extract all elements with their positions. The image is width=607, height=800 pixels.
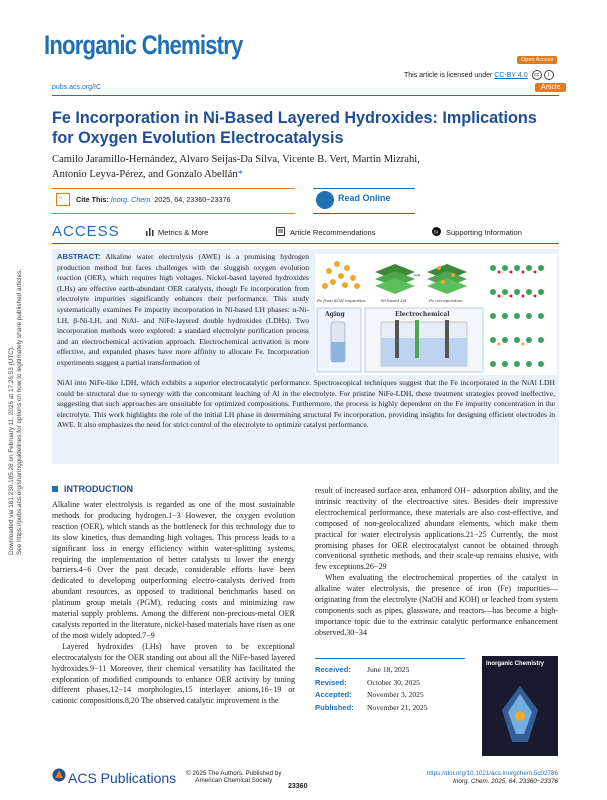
metrics-icon [145, 227, 154, 236]
article-title: Fe Incorporation in Ni-Based Layered Hydroxides: Implications for Oxygen Evolution Electrocatalysis [52, 109, 537, 147]
cover-title: Inorganic Chemistry [486, 661, 545, 667]
article-type-badge: Article [535, 83, 566, 92]
svg-text:Electrochemical: Electrochemical [395, 311, 450, 318]
fe-incorp-stack [427, 264, 467, 294]
cc-icon: cc [532, 70, 542, 80]
svg-text:Aging: Aging [325, 311, 345, 318]
revised-label: Revised: [315, 677, 347, 687]
metrics-link[interactable]: Metrics & More [158, 228, 209, 237]
si-badge-text: SI [433, 229, 439, 235]
intro-column-2 [315, 486, 558, 639]
intro-paragraph-1: Alkaline water electrolysis is regarded as one of the most sustainable methods for producing hydrogen.1−3 However, the oxygen evolution reaction (OER), which stands as the bottleneck for this technology due to its slow kinetics, thus demanding high voltages. This process leads to a significant loss in energy efficiency within water-splitting systems, requiring the implementation of better catalysts to lower the energy barriers.4−6 Over the past decade, considerable efforts have been dedicated to developing outperforming electro-catalysts derived from abundant resources, as opposed to traditional benchmarks based on platinum group metals (PGM), reducing costs and minimizing raw material supply problems. Among the different non-precious-metal OER catalysts reported in the literature, nickel-based materials have risen as one of the most widely adopted.7−9 [52, 500, 295, 640]
header-divider [52, 95, 559, 96]
abstract-text-wrapped [57, 252, 309, 369]
page-number: 23360 [288, 783, 308, 790]
authors-line-1[interactable]: Camilo Jaramillo-Hernández, Alvaro Seijas-Da Silva, Vicente B. Vert, Martin Mizrahi, [52, 154, 420, 165]
intro-paragraph-3: result of increased surface area, enhanced OH− adsorption ability, and the intrinsic reactivity of the electroactive sites. Besides their impressive electrochemical performance, these materials are also cost-effective, and composed of non-geolocalized abundant elements, which make them practical for water electrolysis applications.21−25 Currently, the most promising phases for OER electrocatalyst cannot be obtained through conventional synthetic methods, and their scale-up remains elusive, with few exceptions.26−29 [315, 486, 558, 572]
acs-publications-logo[interactable]: ACS Publications [68, 770, 177, 786]
abstract-body-1: Alkaline water electrolysis (AWE) is a promising hydrogen production method but faces challenges with the sluggish oxygen evolution reaction (OER), which requires high voltages. Nickel-based layered hydroxides (LHs) are effective earth-abundant OER catalysts, though Fe incorporation from electrolyte impurities significantly enhances their performance. This study systematically examines Fe impurity incorporation in Ni-based LH phases: α-Ni-LH, β-Ni-LH, and NiAl- and NiFe-layered double hydroxides (LDHs). Two incorporation methods were explored: a standard electrolyte purification process and an electrochemical activation approach. Electrochemical activation is more effective, and expanded phases have more affinity to allocate Fe. Incorporation experiments suggest a partial transformation of [57, 252, 309, 367]
svg-text:→: → [413, 271, 421, 281]
license-link[interactable]: CC-BY 4.0 [494, 71, 528, 79]
section-heading-introduction [52, 484, 133, 494]
accepted-date: November 3, 2025 [367, 690, 424, 700]
cite-this[interactable] [76, 195, 230, 204]
read-online-button[interactable]: Read Online [338, 193, 391, 203]
supporting-info-icon [432, 227, 441, 236]
svg-text:Fe incorporation: Fe incorporation [429, 298, 463, 303]
abstract-label: ABSTRACT: [57, 252, 101, 261]
intro-heading-text: INTRODUCTION [64, 484, 133, 494]
corresponding-author-star: * [237, 169, 243, 180]
published-label: Published: [315, 702, 354, 712]
cite-details: 2025, 64, 23360−23376 [154, 195, 231, 204]
author-list [52, 152, 472, 182]
svg-text:": " [59, 195, 63, 205]
intro-paragraph-4: When evaluating the electrochemical properties of the catalyst in alkaline water electrolysis, the presence of iron (Fe) impurities—originating from the electrolyte (NaOH and KOH) or leached from system components such as pipes, glassware, and reactors—has become a high-importance topic due to the extrinsic catalytic performance enhancement observed.30−34 [315, 573, 558, 637]
acs-logo-icon [52, 768, 66, 782]
recommendations-link[interactable]: Article Recommendations [290, 228, 376, 237]
abstract-text-full: NiAl into NiFe-like LDH, which exhibits a superior electrocatalytic performance. Spectroscopical techniques suggest that the Fe incorporated in the NiAl LDH could be structural due to synergy with the concomitant leaching of Al in the electrolyte. For pristine NiFe-LDH, these treatment strategies proved ineffective, suggesting that such approaches are unsuitable for optimized compositions. Furthermore, the process is highly dependent on the Fe impurity concentration in the electrolyte. This work highlights the role of the initial LH phase in determining structural Fe incorporation, providing insights for designing efficient electrodes in AWE. It also emphasizes the need for strict control of the electrolyte to optimize catalyst performance. [57, 378, 555, 430]
publication-dates [315, 664, 465, 764]
copyright-line-1: © 2025 The Authors. Published by [186, 770, 282, 777]
recommendations-icon [276, 227, 285, 236]
download-note-line-2[interactable]: See https://pubs.acs.org/sharingguidelines for options on how to legitimately share published articles. [16, 269, 23, 555]
cite-journal: Inorg. Chem. [110, 195, 153, 204]
received-date: June 18, 2025 [367, 665, 410, 674]
svg-text:Fe from KOH impurities: Fe from KOH impurities [317, 298, 366, 303]
published-date: November 21, 2025 [367, 702, 428, 712]
dates-divider [315, 658, 465, 659]
revised-date: October 30, 2025 [367, 677, 420, 687]
journal-url[interactable]: pubs.acs.org/IC [52, 84, 102, 91]
license-line [404, 70, 554, 80]
footer-citation: Inorg. Chem. 2025, 64, 23360−23376 [453, 778, 558, 785]
by-icon: i [544, 70, 554, 80]
doi-link[interactable]: https://doi.org/10.1021/acs.inorgchem.5c02786 [426, 770, 558, 777]
svg-text:Ni-based LH: Ni-based LH [381, 298, 407, 303]
supporting-info-link[interactable]: Supporting Information [446, 228, 522, 237]
quote-icon [56, 193, 70, 206]
download-note-line-1: Downloaded via 181.230.105.28 on February 11, 2026 at 17:26:53 (UTC). [8, 346, 15, 555]
fe-particles [322, 261, 360, 289]
copyright-line-2: American Chemical Society [195, 777, 273, 784]
ni-lh-stack [375, 264, 415, 294]
received-label: Received: [315, 665, 351, 674]
crystal-structure [490, 265, 544, 367]
journal-title: Inorganic Chemistry [44, 30, 243, 60]
section-square-icon [52, 486, 58, 492]
license-prefix: This article is licensed under [404, 71, 493, 79]
download-note [8, 235, 58, 555]
intro-paragraph-2: Layered hydroxides (LHs) have proven to be exceptional electrocatalysts for the OER standing out about all the NiFe-based layered hydroxides.9−11 Moreover, their chemical versatility has facilitated the exploration of modified compounds to enhance OER activity by tuning different phases,12−14 morphologies,15 interlayer anions,16−19 or cationic compositions.8,20 The observed catalytic improvement is the [52, 641, 295, 706]
copyright [186, 770, 282, 784]
cover-art [494, 680, 546, 750]
footer-doi [420, 770, 558, 786]
cite-label: Cite This: [76, 195, 109, 204]
access-label: ACCESS [52, 223, 120, 240]
accepted-label: Accepted: [315, 690, 352, 700]
open-access-badge: Open Access [517, 56, 557, 64]
toc-graphic [315, 254, 557, 375]
read-online-icon [316, 191, 334, 209]
access-divider [52, 243, 559, 244]
authors-line-2[interactable]: Antonio Leyva-Pérez, and Gonzalo Abellán [52, 169, 238, 180]
intro-column-1 [52, 500, 295, 707]
